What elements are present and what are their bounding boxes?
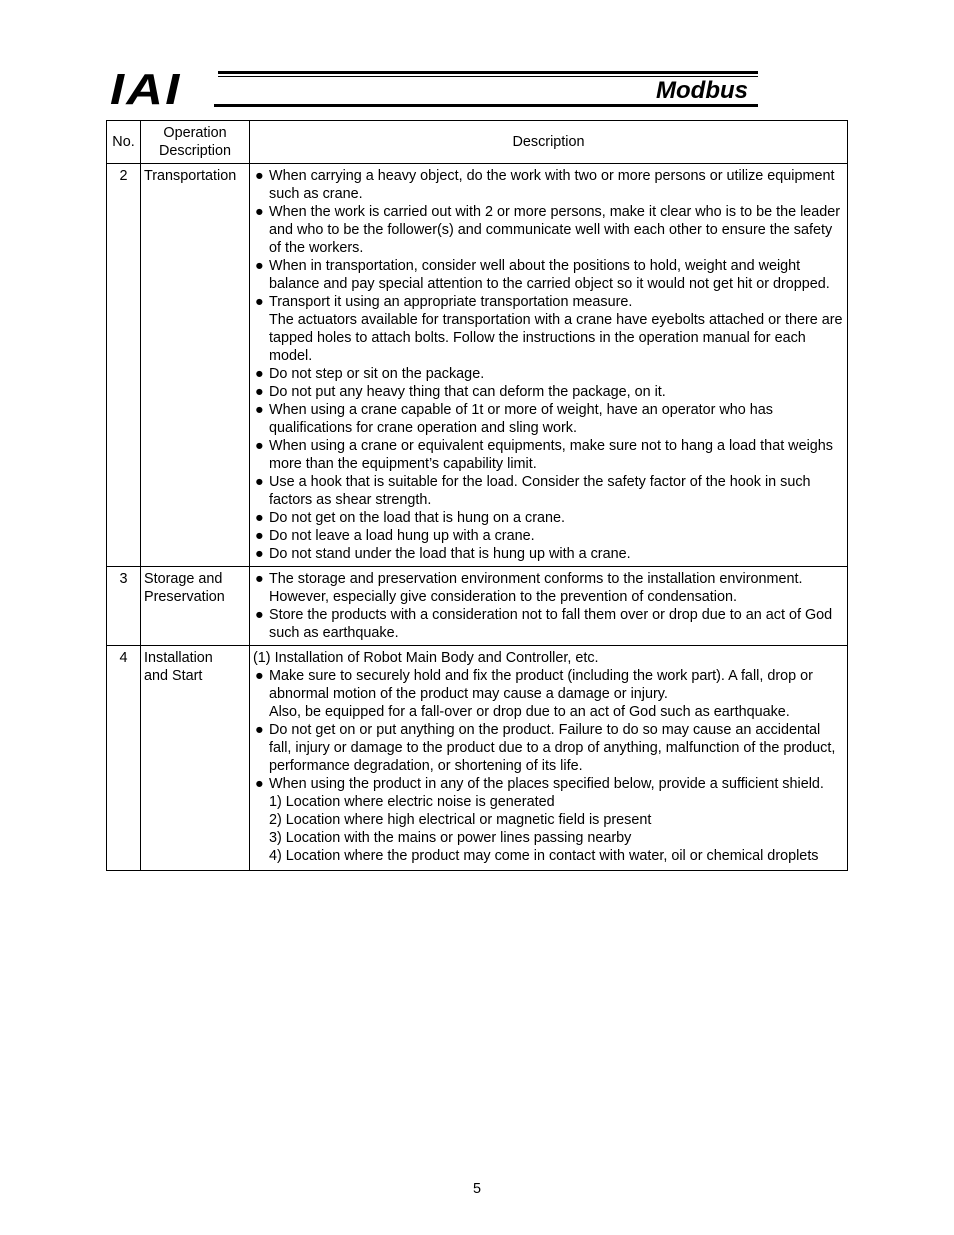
bullet-icon: ●: [255, 384, 264, 400]
bullet-icon: ●: [255, 607, 264, 623]
list-item: ● When in transportation, consider well about the positions to hold, weight and weight balance and pay special attention to the carried object so it would not get hit or dropped.: [255, 258, 830, 292]
page-number: 5: [472, 1181, 481, 1197]
bullet-icon: ●: [255, 438, 264, 454]
bullet-icon: ●: [255, 402, 264, 418]
bullet-icon: ●: [255, 258, 264, 274]
list-item: ● When carrying a heavy object, do the work with two or more persons or utilize equipment such as crane.: [255, 168, 835, 202]
row-description: [250, 164, 848, 567]
section-intro: (1) Installation of Robot Main Body and Controller, etc.: [253, 650, 599, 666]
header-rule-top: [218, 71, 758, 74]
list-item: ● Do not stand under the load that is hung up with a crane.: [255, 546, 631, 562]
row-no: 4: [107, 646, 141, 871]
list-item: ● When the work is carried out with 2 or more persons, make it clear who is to be the leader and who to be the follower(s) and communicate well with each other to ensure the safety of the workers.: [255, 204, 841, 256]
header-rule-bottom: [214, 104, 758, 107]
row-no: 3: [107, 567, 141, 646]
list-item: ● When using a crane or equivalent equipments, make sure not to hang a load that weighs more than the equipment’s capability limit.: [255, 438, 833, 472]
row-operation: Storage and Preservation: [141, 567, 250, 646]
table-header-row: [107, 121, 848, 164]
row-operation: Transportation: [141, 164, 250, 567]
list-item: ● Do not step or sit on the package.: [255, 366, 485, 382]
header-no: No.: [107, 121, 141, 164]
bullet-icon: ●: [255, 168, 264, 184]
list-item: ● Do not get on or put anything on the product. Failure to do so may cause an accidental fall, injury or damage to the product due to a drop of anything, malfunction of the product, performance degradation, or shortening of its life.: [255, 722, 836, 774]
list-item: ● Do not leave a load hung up with a crane.: [255, 528, 535, 544]
safety-table: [106, 120, 848, 871]
bullet-icon: ●: [255, 294, 264, 310]
list-item: ● Do not get on the load that is hung on a crane.: [255, 510, 566, 526]
bullet-icon: ●: [255, 366, 264, 382]
row-description: [250, 567, 848, 646]
bullet-icon: ●: [255, 571, 264, 587]
list-item: ● Store the products with a consideration not to fall them over or drop due to an act of God such as earthquake.: [255, 607, 833, 641]
bullet-icon: ●: [255, 776, 264, 792]
header-title: Modbus: [656, 77, 748, 104]
header-description: Description: [250, 121, 848, 164]
table-row: [107, 567, 848, 646]
iai-logo: IAI: [110, 65, 182, 114]
list-item: ● The storage and preservation environment conforms to the installation environment. However, especially give consideration to the prevention of condensation.: [255, 571, 803, 605]
bullet-icon: ●: [255, 528, 264, 544]
list-item: ● When using the product in any of the places specified below, provide a sufficient shield.: [255, 776, 824, 792]
bullet-icon: ●: [255, 510, 264, 526]
list-item: ● Do not put any heavy thing that can deform the package, on it.: [255, 384, 666, 400]
location-item: 3) Location with the mains or power lines passing nearby: [269, 830, 632, 846]
bullet-icon: ●: [255, 546, 264, 562]
bullet-icon: ●: [255, 668, 264, 684]
bullet-icon: ●: [255, 722, 264, 738]
table-row: [107, 164, 848, 567]
list-item: ● Use a hook that is suitable for the load. Consider the safety factor of the hook in such factors as shear strength.: [255, 474, 811, 508]
header-operation-line2: Description: [159, 143, 231, 159]
list-item: ● Make sure to securely hold and fix the product (including the work part). A fall, drop or abnormal motion of the product may cause a damage or injury.: [255, 668, 813, 702]
header-operation: [141, 121, 250, 164]
page-header: [110, 66, 760, 112]
header-operation-line1: Operation: [163, 125, 227, 141]
bullet-icon: ●: [255, 204, 264, 220]
table-row: [107, 646, 848, 871]
list-item-continuation: Also, be equipped for a fall-over or drop due to an act of God such as earthquake.: [269, 704, 790, 720]
list-item-continuation: The actuators available for transportation with a crane have eyebolts attached or there are tapped holes to attach bolts. Follow the instructions in the operation manual for each model.: [269, 312, 843, 364]
bullet-icon: ●: [255, 474, 264, 490]
list-item: ● When using a crane capable of 1t or more of weight, have an operator who has qualifications for crane operation and sling work.: [255, 402, 773, 436]
location-item: 4) Location where the product may come in contact with water, oil or chemical droplets: [269, 848, 819, 864]
list-item: ● Transport it using an appropriate transportation measure.: [255, 294, 633, 310]
location-item: 1) Location where electric noise is generated: [269, 794, 555, 810]
row-no: 2: [107, 164, 141, 567]
row-operation: Installation and Start: [141, 646, 250, 871]
row-description: [250, 646, 848, 871]
location-item: 2) Location where high electrical or magnetic field is present: [269, 812, 652, 828]
